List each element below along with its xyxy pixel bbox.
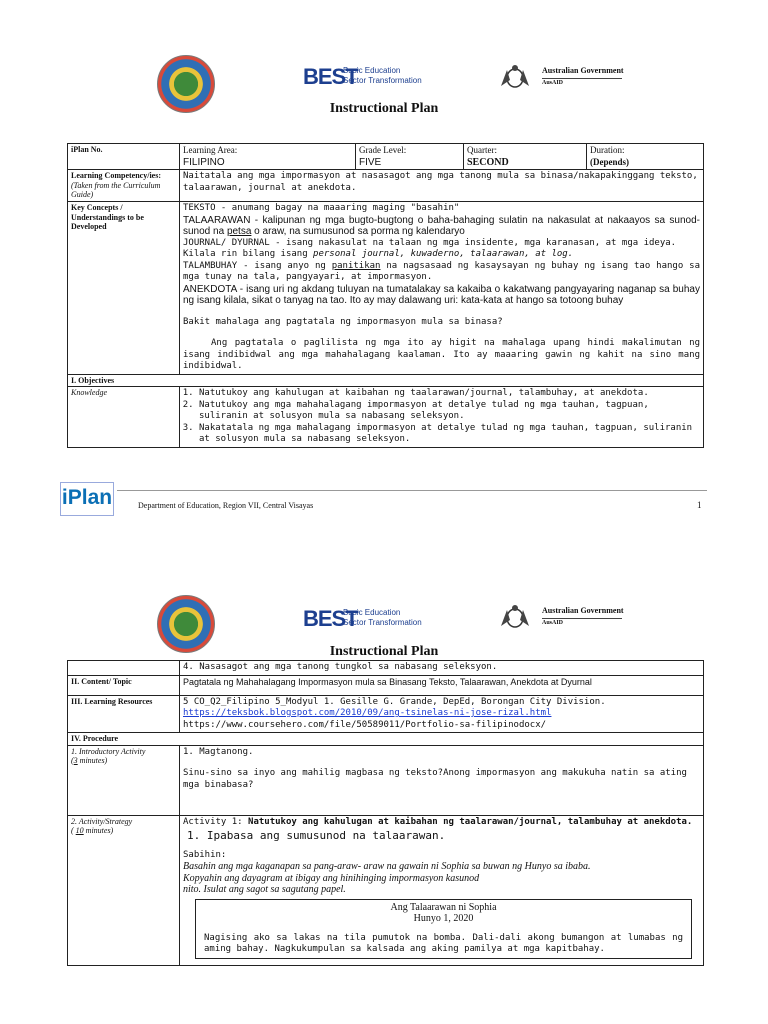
concept-talambuhay: TALAMBUHAY - isang anyo ng panitikan na nagsasaad ng kasaysayan ng buhay ng isang tao hango sa mga tunay na tala, pangyayari, at impormasyon. <box>183 260 700 282</box>
plan-table-page2 <box>67 660 704 966</box>
page1-header <box>0 50 768 140</box>
competency-text: Naitatala ang mga impormasyon at nasasagot ang mga tanong mula sa binasa/nakapakinggang teksto, talaarawan, journal at anekdota. <box>180 170 704 202</box>
best-logo-text: BEST <box>303 606 358 631</box>
best-logo <box>303 606 422 632</box>
diary-title: Ang Talaarawan ni Sophia <box>390 901 497 913</box>
activity-label-cell: 2. Activity/Strategy ( 10 minutes) <box>68 815 180 965</box>
objective-item: 3. Nakatatala ng mga mahalagang impormasyon at detalye tulad ng mga tauhan, tagpuan, suliranin at solusyon mula sa nabasang seleksyon. <box>199 423 700 446</box>
duration-value: (Depends) <box>590 156 630 167</box>
plan-table-page1 <box>67 143 704 448</box>
quarter-label: Quarter: <box>467 145 497 155</box>
objective-item: 1. Natutukoy ang kahulugan at kaibahan ng taalarawan/journal, talambuhay, at anekdota. <box>199 388 700 400</box>
resource-item: 5 CO_Q2_Filipino 5_Modyul 1. Gesille G. Grande, DepEd, Borongan City Division. <box>183 696 606 707</box>
objective-4: 4. Nasasagot ang mga tanong tungkol sa nabasang seleksyon. <box>180 661 704 676</box>
concept-kilala: Kilala rin bilang isang personal journal, kuwaderno, talaarawan, at log. <box>183 249 574 259</box>
concept-talaarawan: TALAARAWAN - kalipunan ng mga bugto-bugtong o baha-bahaging sulatin na nakasulat at nakaayos sa sunod-sunod na petsa o araw, na sumusunod sa porma ng kalendaryo <box>183 214 700 237</box>
iplan-no-label: iPlan No. <box>68 144 180 170</box>
coat-of-arms-icon <box>498 64 532 90</box>
coat-of-arms-icon <box>498 604 532 630</box>
competency-sub: (Taken from the Curriculum Guide) <box>71 180 161 199</box>
resources-label: III. Learning Resources <box>68 695 180 733</box>
activity-item: 1. Ipabasa ang sumusunod na talaarawan. <box>187 829 446 842</box>
knowledge-label: Knowledge <box>68 387 180 448</box>
intro-label-cell: 1. Introductory Activity (3 minutes) <box>68 745 180 815</box>
aus-gov-text: Australian Government <box>542 606 624 615</box>
sabihin-label: Sabihin: <box>183 849 227 860</box>
quarter-value: SECOND <box>467 156 509 168</box>
resource-link[interactable]: https://teksbok.blogspot.com/2010/09/ang-tsinelas-ni-jose-rizal.html <box>183 708 552 718</box>
competency-label-cell <box>68 170 180 202</box>
procedure-label: IV. Procedure <box>68 733 704 746</box>
best-line2: Sector Transformation <box>343 76 422 85</box>
grade-level-label: Grade Level: <box>359 145 407 155</box>
diary-date: Hunyo 1, 2020 <box>413 913 474 924</box>
footer-text: Department of Education, Region VII, Central Visayas <box>138 501 314 510</box>
instruction-3: nito. Isulat ang sagot sa sagutang papel. <box>183 884 346 895</box>
aus-gov-text: Australian Government <box>542 66 624 75</box>
content-text: Pagtatala ng Mahahalagang Impormasyon mula sa Binasang Teksto, Talaarawan, Anekdota at Dyurnal <box>180 675 704 695</box>
concept-question: Bakit mahalaga ang pagtatala ng impormasyon mula sa binasa? <box>183 316 503 327</box>
activity-title: Activity 1: Natutukoy ang kahulugan at kaibahan ng taalarawan/journal, talambuhay at anekdota. <box>183 816 693 827</box>
intro-question: Sinu-sino sa inyo ang mahilig magbasa ng teksto?Anong impormasyon ang makukuha natin sa ating mga binabasa? <box>183 768 687 790</box>
duration-label: Duration: <box>590 145 625 155</box>
objective-item: 2. Natutukoy ang mga mahahalagang impormasyon at detalye tulad ng mga tauhan, tagpuan, suliranin at solusyon mula sa nabasang seleksyon. <box>199 400 700 423</box>
best-line2: Sector Transformation <box>343 618 422 627</box>
grade-level-value: FIVE <box>359 156 382 168</box>
best-logo-text: BEST <box>303 64 358 89</box>
intro-cell <box>180 745 704 815</box>
concepts-label: Key Concepts / Understandings to be Developed <box>68 202 180 375</box>
page-number: 1 <box>697 500 702 510</box>
best-line1: Basic Education <box>343 608 401 617</box>
activity-cell <box>180 815 704 965</box>
page-title: Instructional Plan <box>329 644 439 659</box>
learning-area-value: FILIPINO <box>183 156 225 168</box>
concept-teksto: TEKSTO - anumang bagay na maaaring maging "basahin" <box>183 203 460 213</box>
resources-cell <box>180 695 704 733</box>
diary-text: Nagising ako sa lakas na tila pumutok na bomba. Dali-dali akong bumangon at lumabas ng aming bahay. Nagkukumpulan sa kalsada ang aking pamilya at mga kapitbahay. <box>204 932 683 954</box>
concept-anekdota: ANEKDOTA - isang uri ng akdang tuluyan na tumatalakay sa kakaiba o kakatwang pangyayaring naganap sa buhay ng isang kilala, sikat o tanyag na tao. Ito ay may dalawang uri: kata-kata at hango sa totoong buhay <box>183 283 700 306</box>
objectives-cell <box>180 387 704 448</box>
best-line1: Basic Education <box>343 66 401 75</box>
instruction-1: Basahin ang mga kaganapan sa pang-araw- araw na gawain ni Sophia sa buwan ng Hunyo sa ibaba. <box>183 861 591 872</box>
concepts-cell <box>180 202 704 375</box>
concept-answer: Ang pagtatala o paglilista ng mga ito ay higit na mahalaga upang hindi makalimutan ng isang indibidwal ang mga mahahalagang kaalaman. Ito ay maaaring gawin ng kahit na sino mang indibidwal. <box>183 338 700 371</box>
diary-box <box>195 899 692 959</box>
objectives-label: I. Objectives <box>68 374 704 387</box>
resource-item: https://www.coursehero.com/file/50589011/Portfolio-sa-filipinodocx/ <box>183 719 547 730</box>
ausaid-text: AusAID <box>542 620 564 626</box>
competency-label: Learning Competency/ies: <box>71 171 161 180</box>
intro-item: 1. Magtanong. <box>183 746 254 757</box>
iplan-logo-icon: iPlan <box>60 482 114 516</box>
learning-area-label: Learning Area: <box>183 145 238 155</box>
content-label: II. Content/ Topic <box>68 675 180 695</box>
best-logo <box>303 64 422 90</box>
instruction-2: Kopyahin ang dayagram at ibigay ang hinihinging impormasyon kasunod <box>183 872 480 884</box>
page-title: Instructional Plan <box>329 101 439 116</box>
ausaid-text: AusAID <box>542 80 564 86</box>
concept-journal: JOURNAL/ DYURNAL - isang nakasulat na talaan ng mga insidente, mga karanasan, at mga ideya. <box>183 237 677 248</box>
page1-footer <box>0 482 768 522</box>
